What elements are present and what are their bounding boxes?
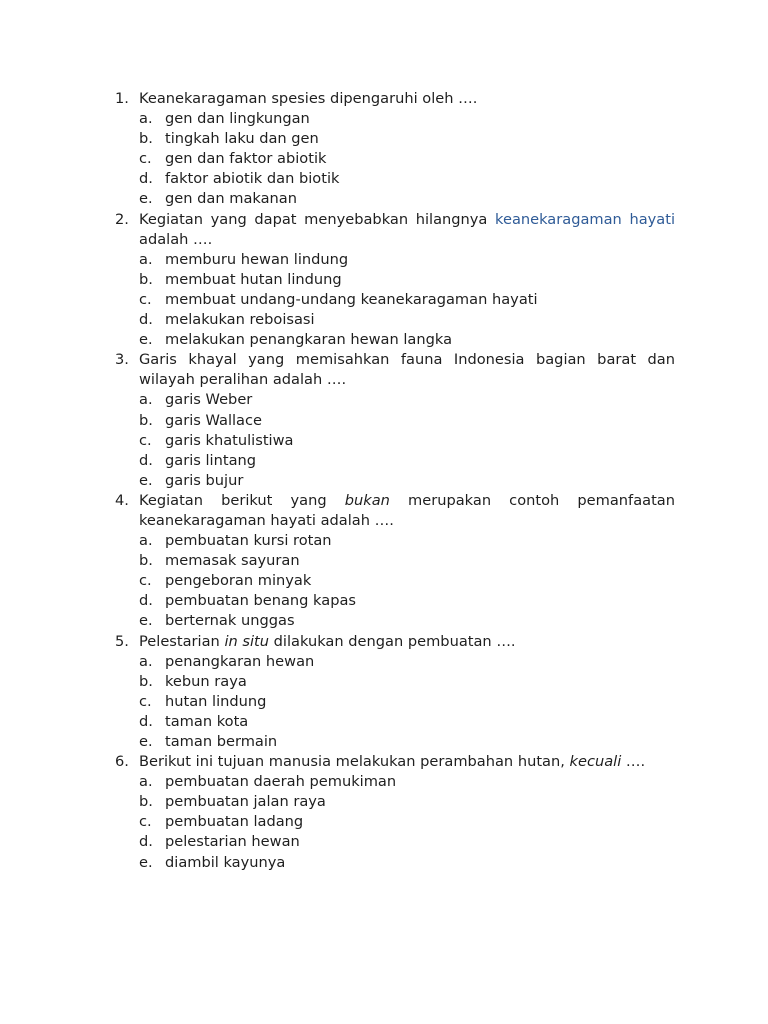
option-a [139,772,675,792]
option-c [139,692,675,712]
question-stem [139,89,675,109]
option-text: memasak sayuran [165,552,300,570]
option-b [139,551,675,571]
stem-text: Pelestarian [139,632,225,650]
emphasis-kecuali: kecuali [569,753,622,771]
option-letter: b. [139,672,153,690]
question-stem [139,491,675,531]
question-2 [115,210,675,351]
question-stem [139,350,675,390]
option-text: penangkaran hewan [165,652,315,670]
option-d [139,832,675,852]
option-e [139,853,675,873]
option-d [139,310,675,330]
option-text: pembuatan ladang [165,813,304,831]
option-letter: b. [139,130,153,148]
option-text: gen dan faktor abiotik [165,150,327,168]
option-text: memburu hewan lindung [165,250,349,268]
option-letter: e. [139,612,153,630]
emphasis-bukan: bukan [344,491,390,509]
option-text: melakukan penangkaran hewan langka [165,331,453,349]
option-letter: b. [139,270,153,288]
option-a [139,109,675,129]
option-a [139,390,675,410]
option-text: taman bermain [165,733,278,750]
option-e [139,471,675,491]
option-b [139,411,675,431]
option-text: berternak unggas [165,612,295,630]
option-e [139,330,675,350]
option-letter: c. [139,431,152,449]
option-text: garis Wallace [165,411,262,429]
question-6 [115,752,675,873]
question-body [139,632,675,753]
option-c [139,812,675,832]
question-number: 5. [115,632,129,650]
option-text: pembuatan jalan raya [165,793,326,811]
option-text: melakukan reboisasi [165,311,315,329]
option-text: faktor abiotik dan biotik [165,170,340,188]
option-text: garis lintang [165,451,257,469]
option-b [139,270,675,290]
option-letter: a. [139,250,153,268]
stem-text: adalah …. [139,230,213,248]
option-letter: d. [139,833,153,851]
option-text: pelestarian hewan [165,833,300,851]
option-d [139,712,675,732]
option-d [139,169,675,189]
option-a [139,250,675,270]
option-text: pembuatan kursi rotan [165,532,332,550]
question-body [139,752,675,873]
option-letter: d. [139,170,153,188]
stem-text: Berikut ini tujuan manusia melakukan perambahan hutan, [139,753,570,771]
stem-text: Keanekaragaman spesies dipengaruhi oleh …. [139,90,478,107]
option-text: taman kota [165,712,249,730]
option-letter: c. [139,290,152,308]
option-e [139,732,675,752]
option-letter: e. [139,853,153,871]
option-letter: b. [139,411,153,429]
option-letter: a. [139,652,153,670]
option-letter: d. [139,451,153,469]
stem-text: Garis khayal yang memisahkan fauna Indonesia bagian barat dan wilayah peralihan adalah …. [139,351,675,389]
stem-text: …. [621,753,646,771]
option-c [139,431,675,451]
option-letter: c. [139,150,152,168]
question-stem [139,752,675,772]
question-body [139,350,675,491]
option-c [139,290,675,310]
quiz-document [115,89,675,873]
option-d [139,451,675,471]
question-body [139,491,675,632]
option-letter: d. [139,592,153,610]
stem-text: merupakan contoh pemanfaatan keanekaragaman hayati adalah …. [139,491,675,529]
option-letter: c. [139,813,152,831]
question-4 [115,491,675,632]
option-c [139,571,675,591]
option-letter: c. [139,572,152,590]
stem-text: dilakukan dengan pembuatan …. [269,632,516,650]
option-text: hutan lindung [165,692,267,710]
keanekaragaman-hayati-link[interactable]: keanekaragaman hayati [495,210,676,228]
option-text: pembuatan daerah pemukiman [165,773,397,791]
option-letter: e. [139,190,153,208]
option-letter: e. [139,471,153,489]
option-letter: d. [139,311,153,329]
question-5 [115,632,675,753]
option-letter: a. [139,391,153,409]
option-e [139,611,675,631]
option-letter: e. [139,733,153,750]
question-body [139,89,675,210]
option-a [139,531,675,551]
question-body [139,210,675,351]
question-3 [115,350,675,491]
option-text: gen dan lingkungan [165,110,310,128]
option-e [139,189,675,209]
option-b [139,672,675,692]
stem-text: Kegiatan yang dapat menyebabkan hilangnya [139,210,496,228]
option-letter: e. [139,331,153,349]
option-c [139,149,675,169]
option-text: pengeboran minyak [165,572,312,590]
question-number: 4. [115,491,129,509]
option-letter: a. [139,773,153,791]
option-text: tingkah laku dan gen [165,130,319,148]
option-letter: c. [139,692,152,710]
option-letter: a. [139,532,153,550]
question-number: 6. [115,753,129,771]
option-d [139,591,675,611]
option-b [139,792,675,812]
stem-text: Kegiatan berikut yang [139,491,345,509]
option-letter: b. [139,793,153,811]
question-number: 1. [115,90,129,107]
option-b [139,129,675,149]
option-text: pembuatan benang kapas [165,592,357,610]
option-a [139,652,675,672]
question-stem [139,210,675,250]
question-stem [139,632,675,652]
question-1 [115,89,675,210]
option-letter: d. [139,712,153,730]
option-text: gen dan makanan [165,190,297,208]
option-text: garis bujur [165,471,244,489]
option-text: garis Weber [165,391,253,409]
option-text: diambil kayunya [165,853,286,871]
option-letter: b. [139,552,153,570]
option-text: kebun raya [165,672,247,690]
question-number: 3. [115,351,129,369]
option-text: membuat undang-undang keanekaragaman hayati [165,290,538,308]
question-number: 2. [115,210,129,228]
option-text: garis khatulistiwa [165,431,294,449]
option-text: membuat hutan lindung [165,270,342,288]
option-letter: a. [139,110,153,128]
emphasis-in-situ: in situ [224,632,270,650]
